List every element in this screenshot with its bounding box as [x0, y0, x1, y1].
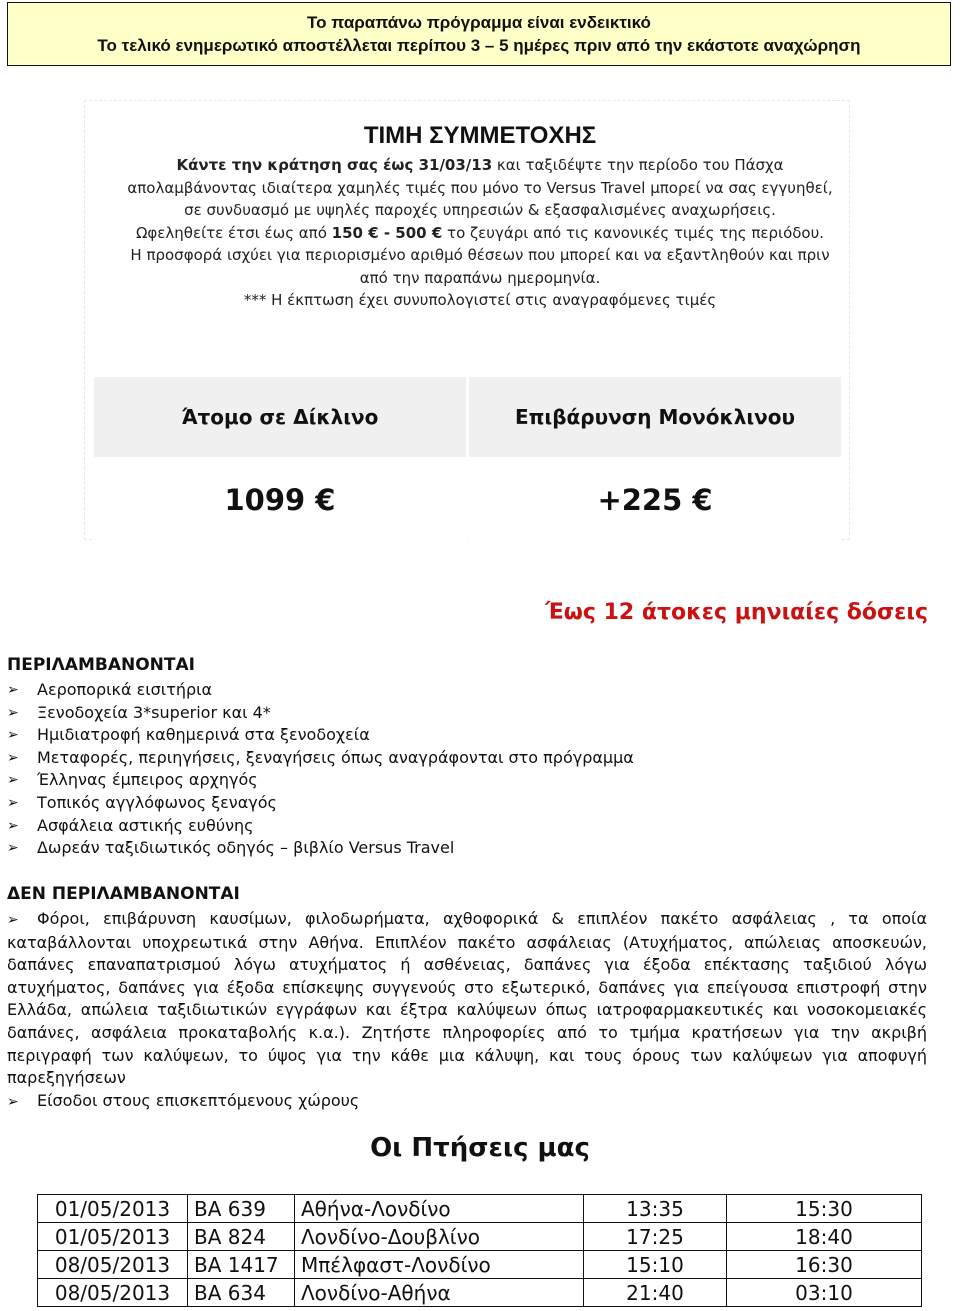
notice-line-2: Το τελικό ενημερωτικό αποστέλλεται περίπου 3 – 5 ημέρες πριν από την εκάστοτε αναχώρηση — [97, 36, 861, 55]
flight-arrival: 15:30 — [727, 1195, 922, 1223]
flight-number: BA 639 — [188, 1195, 295, 1223]
promo-save — [118, 222, 842, 245]
promo-save-post: το ζευγάρι από τις κανονικές τιμές της περιόδου. — [442, 223, 825, 242]
flight-departure: 13:35 — [584, 1195, 727, 1223]
arrow-bullet-icon: ➢ — [7, 912, 19, 928]
table-row — [38, 1251, 922, 1279]
arrow-bullet-icon: ➢ — [7, 772, 19, 789]
table-row — [38, 1195, 922, 1223]
double-room-price: 1099 € — [94, 460, 466, 540]
flight-date: 01/05/2013 — [38, 1195, 188, 1223]
promo-limited: Η προσφορά ισχύει για περιορισμένο αριθμό θέσεων που μπορεί και να εξαντληθούν και πριν από την παραπάνω ημερομηνία. — [130, 246, 830, 287]
promo-discount-note: *** Η έκπτωση έχει συνυπολογιστεί στις αναγραφόμενες τιμές — [243, 291, 717, 309]
single-supplement-price: +225 € — [469, 460, 841, 540]
list-item-text: Δωρεάν ταξιδιωτικός οδηγός – βιβλίο Versus Travel — [37, 838, 455, 858]
list-item — [7, 837, 634, 860]
arrow-bullet-icon: ➢ — [7, 749, 19, 766]
excluded-item-1: Φόροι, επιβάρυνση καυσίμων, φιλοδωρήματα, αχθοφορικά & επιπλέον πακέτο ασφάλειας , τα οποία καταβάλλονται υποχρεωτικά στην Αθήνα. Επιπλέον πακέτο ασφάλειας (Ατυχήματος, απώλειας αποσκευών, δαπάνες επαναπατρισμού λόγω ατυχήματος ή ασθένειας, δαπάνες για έξοδα επέκτασης ταξιδιού λόγω ατυχήματος, δαπάνες για έξοδα επίσκεψης συγγενούς στο εξωτερικό, δαπάνες για επείγουσα επιστροφή στην Ελλάδα, απώλεια ταξιδιωτικών εγγράφων και έξτρα καλύψεων όπως ιατροφαρμακευτικές και νοσοκομειακές δαπάνες, ασφάλεια προκαταβολής κ.α.). Ζητήστε πληροφορίες από το τμήμα κρατήσεων για την ακριβή περιγραφή των καλύψεων, το ύψος για την κάθε μια κάλυψη, και τους όρους των καλύψεων για αποφυγή παρεξηγήσεων — [7, 909, 927, 1088]
list-item-text: Ημιδιατροφή καθημερινά στα ξενοδοχεία — [37, 725, 370, 745]
arrow-bullet-icon: ➢ — [7, 794, 19, 811]
excluded-item-2: Είσοδοι στους επισκεπτόμενους χώρους — [37, 1090, 360, 1110]
notice-line-1: Το παραπάνω πρόγραμμα είναι ενδεικτικό — [307, 13, 651, 32]
arrow-bullet-icon: ➢ — [7, 727, 19, 744]
excluded-list — [7, 908, 927, 1113]
flight-route: Μπέλφαστ-Λονδίνο — [295, 1251, 584, 1279]
double-room-header: Άτομο σε Δίκλινο — [94, 377, 466, 457]
flight-number: BA 634 — [188, 1279, 295, 1307]
arrow-bullet-icon: ➢ — [7, 817, 19, 834]
promo-lead-rest: και ταξιδέψτε την περίοδο του Πάσχα απολαμβάνοντας ιδιαίτερα χαμηλές τιμές που μόνο το Versus Travel μπορεί να σας εγγυηθεί, σε συνδυασμό με υψηλές παροχές υπηρεσιών & εξασφαλισμένες αναχωρήσεις. — [127, 156, 833, 219]
flight-date: 08/05/2013 — [38, 1279, 188, 1307]
promo-lead — [118, 154, 842, 222]
arrow-bullet-icon: ➢ — [7, 1093, 19, 1110]
flight-departure: 21:40 — [584, 1279, 727, 1307]
flight-departure: 17:25 — [584, 1223, 727, 1251]
list-item — [7, 747, 634, 770]
list-item — [7, 1090, 927, 1114]
notice-box — [7, 2, 951, 66]
list-item — [7, 769, 634, 792]
arrow-bullet-icon: ➢ — [7, 840, 19, 857]
list-item-text: Ξενοδοχεία 3*superior και 4* — [37, 702, 271, 722]
list-item — [7, 908, 927, 1090]
flight-route: Λονδίνο-Δουβλίνο — [295, 1223, 584, 1251]
flight-date: 01/05/2013 — [38, 1223, 188, 1251]
promo-save-amount: 150 € - 500 € — [331, 223, 443, 242]
price-title: ΤΙΜΗ ΣΥΜΜΕΤΟΧΗΣ — [363, 122, 597, 149]
flight-date: 08/05/2013 — [38, 1251, 188, 1279]
promo-save-pre: Ωφεληθείτε έτσι έως από — [135, 223, 332, 242]
arrow-bullet-icon: ➢ — [7, 682, 19, 698]
arrow-bullet-icon: ➢ — [7, 704, 19, 721]
list-item-text: Έλληνας έμπειρος αρχηγός — [37, 770, 258, 790]
promo-lead-bold: Κάντε την κράτηση σας έως 31/03/13 — [176, 156, 493, 174]
flight-number: BA 824 — [188, 1223, 295, 1251]
table-row — [38, 1223, 922, 1251]
list-item — [7, 724, 634, 747]
excluded-title: ΔΕΝ ΠΕΡΙΛΑΜΒΑΝΟΝΤΑΙ — [7, 884, 240, 904]
flight-route: Λονδίνο-Αθήνα — [295, 1279, 584, 1307]
flight-arrival: 18:40 — [727, 1223, 922, 1251]
table-row — [38, 1279, 922, 1307]
list-item-text: Τοπικός αγγλόφωνος ξεναγός — [37, 792, 277, 812]
list-item — [7, 792, 634, 815]
single-supplement-header: Επιβάρυνση Μονόκλινου — [469, 377, 841, 457]
flights-title: Οι Πτήσεις μας — [370, 1133, 590, 1163]
flight-departure: 15:10 — [584, 1251, 727, 1279]
list-item — [7, 679, 634, 702]
installments-note: Έως 12 άτοκες μηνιαίες δόσεις — [545, 600, 928, 625]
list-item — [7, 702, 634, 725]
flight-route: Αθήνα-Λονδίνο — [295, 1195, 584, 1223]
flight-number: BA 1417 — [188, 1251, 295, 1279]
list-item — [7, 815, 634, 838]
list-item-text: Ασφάλεια αστικής ευθύνης — [37, 815, 254, 835]
list-item-text: Μεταφορές, περιηγήσεις, ξεναγήσεις όπως αναγράφονται στο πρόγραμμα — [37, 747, 634, 767]
list-item-text: Αεροπορικά εισιτήρια — [37, 680, 213, 699]
flight-arrival: 03:10 — [727, 1279, 922, 1307]
included-list — [7, 679, 634, 860]
pricing-table — [91, 374, 844, 543]
flight-arrival: 16:30 — [727, 1251, 922, 1279]
promo-text — [118, 154, 842, 312]
included-title: ΠΕΡΙΛΑΜΒΑΝΟΝΤΑΙ — [7, 655, 195, 675]
flights-table — [37, 1194, 922, 1307]
